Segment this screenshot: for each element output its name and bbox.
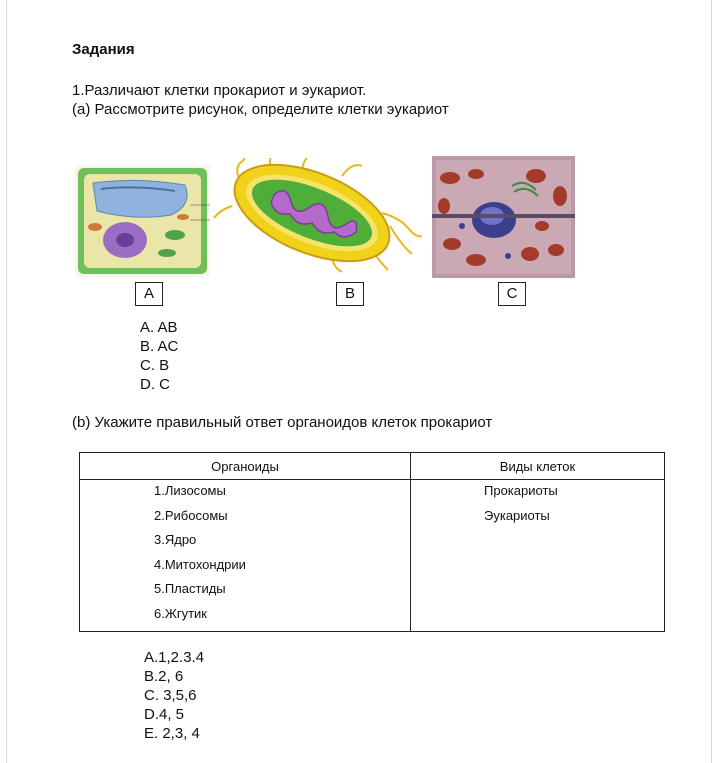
list-item: Прокариоты xyxy=(484,483,558,498)
answer-options-b xyxy=(144,648,204,743)
page-right-edge xyxy=(711,0,712,763)
option-b-1: A.1,2.3.4 xyxy=(144,649,205,666)
bacterium-icon xyxy=(212,158,422,273)
table-header-row xyxy=(80,453,665,480)
list-item: 3.Ядро xyxy=(154,532,197,548)
list-item: Эукариоты xyxy=(484,507,550,523)
option-a-2: B. AC xyxy=(140,338,179,355)
list-item: 1.Лизосомы xyxy=(154,483,226,498)
list-item: 4.Митохондрии xyxy=(154,556,246,572)
figure-label-b: B xyxy=(336,282,364,306)
list-item: 5.Пластиды xyxy=(154,581,226,597)
plant-cell-icon xyxy=(75,165,210,277)
option-b-4: D.4, 5 xyxy=(144,706,185,723)
question-1 xyxy=(72,81,449,119)
question-1-line-1: 1.Различают клетки прокариот и эукариот. xyxy=(72,82,367,99)
organoids-column xyxy=(80,480,411,632)
option-b-5: E. 2,3, 4 xyxy=(144,725,200,742)
header-organoids: Органоиды xyxy=(80,453,411,480)
option-a-1: A. AB xyxy=(140,319,178,336)
header-cell-types: Виды клеток xyxy=(411,453,665,480)
page-left-edge xyxy=(6,0,7,763)
figure-label-a: A xyxy=(135,282,163,306)
option-b-2: B.2, 6 xyxy=(144,668,184,685)
table-row xyxy=(80,480,665,632)
option-a-3: C. B xyxy=(140,357,170,374)
option-a-4: D. C xyxy=(140,376,170,393)
figure-label-c: C xyxy=(498,282,526,306)
list-item: 2.Рибосомы xyxy=(154,507,228,523)
page-title: Задания xyxy=(72,41,135,58)
cell-types-column xyxy=(411,480,665,632)
organoids-table xyxy=(79,452,665,632)
list-item: 6.Жгутик xyxy=(154,605,207,621)
animal-cell-icon xyxy=(432,156,575,278)
question-b: (b) Укажите правильный ответ органоидов клеток прокариот xyxy=(72,414,493,431)
answer-options-a xyxy=(140,318,178,394)
question-1-line-2: (а) Рассмотрите рисунок, определите клетки эукариот xyxy=(72,101,449,118)
option-b-3: C. 3,5,6 xyxy=(144,687,197,704)
